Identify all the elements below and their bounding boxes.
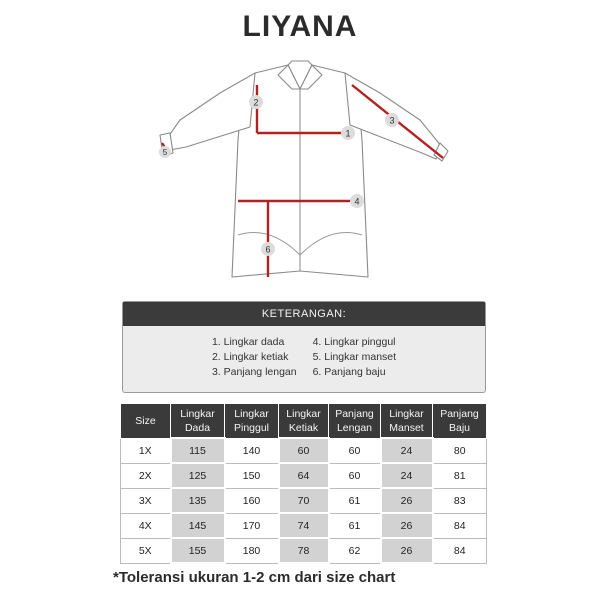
table-row	[121, 488, 487, 513]
legend-item-lingkar-manset: 5. Lingkar manset	[312, 351, 397, 363]
cell-panjang-lengan: 60	[329, 463, 381, 488]
cell-lingkar-pinggul: 170	[225, 513, 279, 538]
cell-lingkar-manset: 24	[381, 463, 433, 488]
cell-lingkar-manset: 26	[381, 538, 433, 563]
cell-lingkar-pinggul: 150	[225, 463, 279, 488]
cell-lingkar-dada: 125	[171, 463, 225, 488]
cell-panjang-lengan: 60	[329, 438, 381, 463]
measure-marker-1	[341, 126, 355, 140]
header-lingkar-manset: Lingkar Manset	[381, 404, 433, 439]
header-size: Size	[121, 404, 171, 439]
header-lingkar-pinggul: Lingkar Pinggul	[225, 404, 279, 439]
table-row	[121, 438, 487, 463]
cell-lingkar-dada: 135	[171, 488, 225, 513]
cell-lingkar-manset: 26	[381, 513, 433, 538]
legend-item-panjang-baju: 6. Panjang baju	[312, 366, 386, 378]
table-row	[121, 513, 487, 538]
cell-lingkar-pinggul: 180	[225, 538, 279, 563]
cell-panjang-baju: 84	[433, 538, 487, 563]
header-panjang-lengan: Panjang Lengan	[329, 404, 381, 439]
header-lingkar-dada: Lingkar Dada	[171, 404, 225, 439]
cell-size: 2X	[121, 463, 171, 488]
cell-lingkar-manset: 26	[381, 488, 433, 513]
cell-lingkar-pinggul: 160	[225, 488, 279, 513]
measure-marker-2	[249, 95, 263, 109]
legend-column-left	[212, 336, 297, 379]
cell-panjang-baju: 80	[433, 438, 487, 463]
garment-diagram	[140, 55, 460, 290]
table-row	[121, 463, 487, 488]
measure-marker-4	[350, 194, 364, 208]
size-chart-table	[120, 403, 487, 564]
cell-lingkar-dada: 155	[171, 538, 225, 563]
measure-marker-6	[261, 242, 275, 256]
svg-text:5: 5	[162, 148, 168, 157]
legend-item-lingkar-dada: 1. Lingkar dada	[211, 336, 285, 348]
cell-size: 4X	[121, 513, 171, 538]
cell-lingkar-pinggul: 140	[225, 438, 279, 463]
garment-outline	[160, 61, 448, 277]
cell-lingkar-dada: 115	[171, 438, 225, 463]
cell-panjang-baju: 81	[433, 463, 487, 488]
product-title: LIYANA	[242, 10, 358, 43]
table-row	[121, 538, 487, 563]
header-panjang-baju: Panjang Baju	[433, 404, 487, 439]
cell-lingkar-ketiak: 70	[279, 488, 329, 513]
cell-lingkar-ketiak: 74	[279, 513, 329, 538]
legend-item-lingkar-pinggul: 4. Lingkar pinggul	[312, 336, 396, 348]
svg-text:2: 2	[253, 97, 259, 108]
legend-item-lingkar-ketiak: 2. Lingkar ketiak	[211, 351, 289, 363]
table-header-row	[121, 404, 487, 439]
cell-lingkar-ketiak: 78	[279, 538, 329, 563]
svg-text:4: 4	[354, 196, 360, 207]
header-lingkar-ketiak: Lingkar Ketiak	[279, 404, 329, 439]
cell-lingkar-ketiak: 60	[279, 438, 329, 463]
legend-box	[122, 301, 486, 393]
legend-column-right	[313, 336, 396, 379]
legend-item-panjang-lengan: 3. Panjang lengan	[211, 366, 297, 378]
cell-lingkar-ketiak: 64	[279, 463, 329, 488]
cell-panjang-lengan: 61	[329, 513, 381, 538]
cell-lingkar-manset: 24	[381, 438, 433, 463]
legend-header: KETERANGAN:	[123, 302, 485, 326]
cell-size: 5X	[121, 538, 171, 563]
measure-marker-5	[159, 146, 171, 158]
cell-panjang-lengan: 62	[329, 538, 381, 563]
cell-panjang-baju: 84	[433, 513, 487, 538]
svg-text:6: 6	[265, 244, 271, 255]
cell-panjang-lengan: 61	[329, 488, 381, 513]
measure-marker-3	[385, 113, 399, 127]
cell-panjang-baju: 83	[433, 488, 487, 513]
tolerance-note: *Toleransi ukuran 1-2 cm dari size chart	[113, 569, 396, 586]
cell-size: 3X	[121, 488, 171, 513]
svg-text:1: 1	[345, 128, 351, 139]
svg-text:3: 3	[389, 115, 395, 126]
cell-lingkar-dada: 145	[171, 513, 225, 538]
cell-size: 1X	[121, 438, 171, 463]
